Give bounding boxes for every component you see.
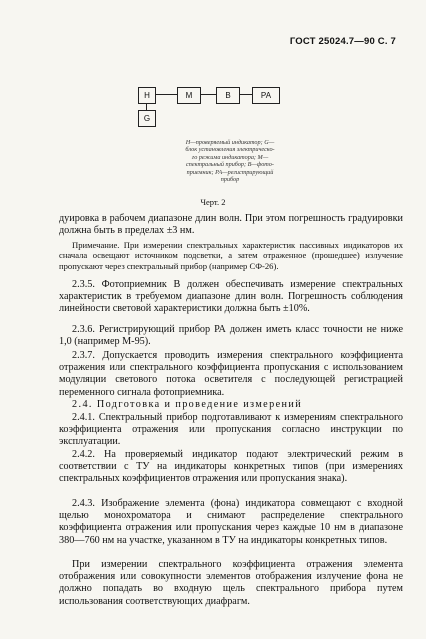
paragraph-2-3-6: 2.3.6. Регистрирующий прибор РА должен иметь класс точности не ниже 1,0 (например М-95). (59, 324, 403, 348)
caption-line: приемник; РА—регистрирующий (186, 168, 274, 176)
block-h: Н (138, 87, 156, 104)
paragraph-2-4-1: 2.4.1. Спектральный прибор подготавливают к измерениям спектрального коэффициента отражения или пропускания согласно инструкции по эксплуатации. (59, 412, 403, 448)
block-v: В (216, 87, 240, 104)
block-g: G (138, 110, 156, 127)
caption-line: го режима индикатора; М— (191, 153, 269, 161)
note: Примечание. При измерении спектральных характеристик пассивных индикаторов их сначала освещают источником подсветки, а затем отраженное (прошедшее) излучение пропускают через спектральный прибор (например СФ-26). (59, 240, 403, 271)
paragraph-continuation: дуировка в рабочем диапазоне длин волн. При этом погрешность градуировки должна быть в пределах ±3 нм. (59, 213, 403, 237)
caption-line: Н—проверяемый индикатор; G— (185, 139, 275, 146)
paragraph-final: При измерении спектрального коэффициента отражения элемента отображения или совокупности элементов отображения излучение фона не должно попадать во входную щель спектрального прибора путем использования соответствующих диафрагм. (59, 559, 403, 607)
connector-v-pa (239, 94, 252, 95)
block-m: М (177, 87, 201, 104)
caption-line: спектральный прибор; В—фото- (186, 161, 274, 169)
connector-m-v (200, 94, 216, 95)
paragraph-2-3-7: 2.3.7. Допускается проводить измерения спектрального коэффициента отражения или спектрального коэффициента пропускания с использованием модуляции светового потока осветителя с последующей регистрацией переменного сигнала фотоприемника. (59, 350, 403, 398)
paragraph-2-3-5: 2.3.5. Фотоприемник В должен обеспечивать измерение спектральных характеристик в требуемом диапазоне длин волн. Погрешность соблюдения линейности световой характеристики должна быть ±10%. (59, 279, 403, 315)
caption-line: блок установления электрическо- (185, 146, 275, 154)
paragraph-2-4-2: 2.4.2. На проверяемый индикатор подают электрический режим в соответствии с ТУ на индикаторы конкретных типов (при измерениях спектральных коэффициентов отражения или пропускания знака). (59, 449, 403, 485)
connector-h-g (146, 103, 147, 110)
caption-line: прибор (220, 176, 240, 184)
figure-caption (145, 139, 315, 183)
page-header: ГОСТ 25024.7—90 С. 7 (289, 36, 396, 47)
paragraph-2-4-3: 2.4.3. Изображение элемента (фона) индикатора совмещают с входной щелью монохроматора и снимают распределение спектрального коэффициента отражения или пропускания через каждые 10 нм в диапазоне 380—760 нм на участке, указанном в ТУ на индикаторы конкретных типов. (59, 498, 403, 546)
block-pa: РА (252, 87, 280, 104)
figure-label: Черт. 2 (200, 197, 226, 207)
section-heading-2-4: 2.4. Подготовка и проведение измерений (72, 399, 303, 410)
connector-h-m (155, 94, 177, 95)
